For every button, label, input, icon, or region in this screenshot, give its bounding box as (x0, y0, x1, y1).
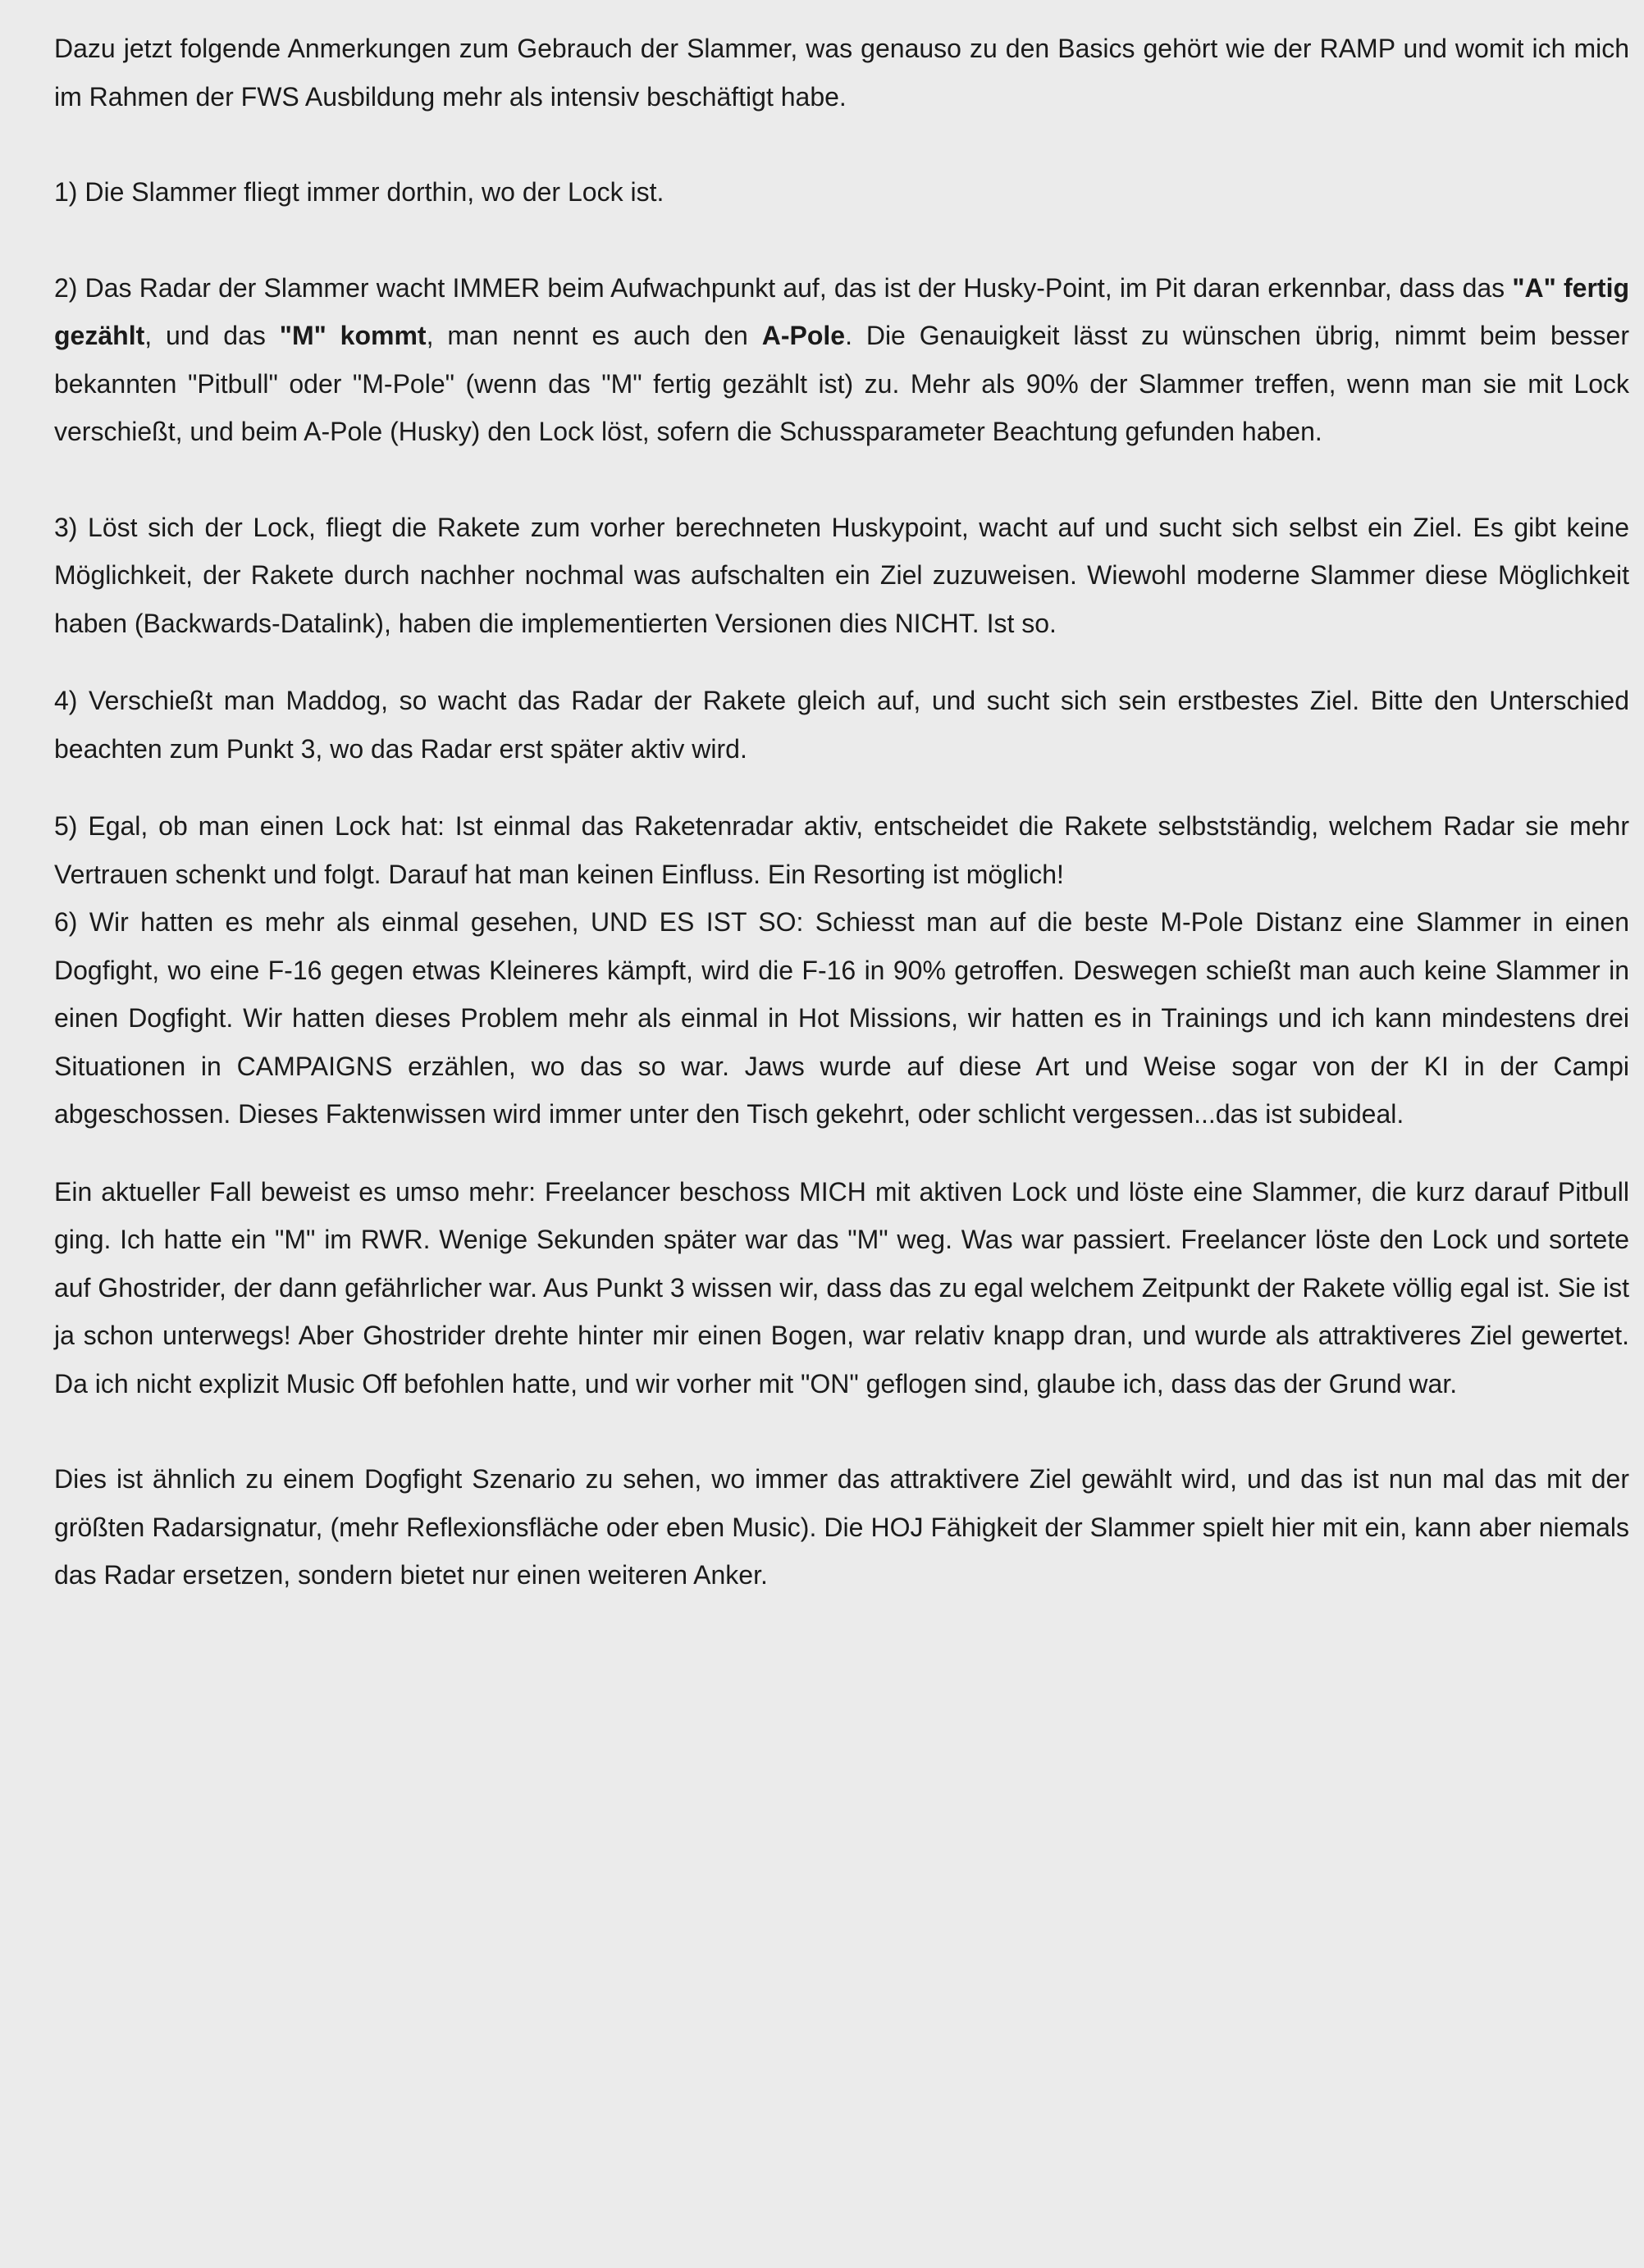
point-2-text-d: , man nennt es auch den (426, 321, 762, 350)
point-2-bold-a: "A" fertig gezählt (54, 272, 1629, 350)
case-paragraph: Ein aktueller Fall beweist es umso mehr: Freelancer beschoss MICH mit aktiven Lock und löste eine Slammer, die kurz darauf Pitbull ging. Ich hatte ein "M" im RWR. Wenige Sekunden später war das "M" weg. Was war passiert. Freelancer löste den Lock und sortete auf Ghostrider, der dann gefährlicher war. Aus Punkt 3 wissen wir, dass das zu egal welchem Zeitpunkt der Rakete völlig egal ist. Sie ist ja schon unterwegs! Aber Ghostrider drehte hinter mir einen Bogen, war relativ knapp dran, und wurde als attraktiveres Ziel gewertet. Da ich nicht explizit Music Off befohlen hatte, und wir vorher mit "ON" geflogen sind, glaube ich, dass das der Grund war. (54, 1176, 1629, 1399)
point-2-text-c: , und das (144, 321, 280, 350)
point-2-bold-apole: A-Pole (761, 321, 846, 350)
point-5-paragraph: 5) Egal, ob man einen Lock hat: Ist einmal das Raketenradar aktiv, entscheidet die Rakete selbstständig, welchem Radar sie mehr Vertrauen schenkt und folgt. Darauf hat man keinen Einfluss. Ein Resorting ist möglich! (54, 811, 1629, 889)
document-body (54, 25, 1629, 1599)
conclusion-paragraph: Dies ist ähnlich zu einem Dogfight Szenario zu sehen, wo immer das attraktivere Ziel gewählt wird, und das ist nun mal das mit der größten Radarsignatur, (mehr Reflexionsfläche oder eben Music). Die HOJ Fähigkeit der Slammer spielt hier mit ein, kann aber niemals das Radar ersetzen, sondern bietet nur einen weiteren Anker. (54, 1464, 1629, 1590)
point-2-text-a: 2) Das Radar der Slammer wacht IMMER beim Aufwachpunkt auf, das ist der Husky-Point, im Pit daran erkennbar, dass das (54, 272, 1513, 303)
point-4-paragraph: 4) Verschießt man Maddog, so wacht das Radar der Rakete gleich auf, und sucht sich sein erstbestes Ziel. Bitte den Unterschied beachten zum Punkt 3, wo das Radar erst später aktiv wird. (54, 686, 1629, 764)
point-6-paragraph: 6) Wir hatten es mehr als einmal gesehen, UND ES IST SO: Schiesst man auf die beste M-Pole Distanz eine Slammer in einen Dogfight, wo eine F-16 gegen etwas Kleineres kämpft, wird die F-16 in 90% getroffen. Deswegen schießt man auch keine Slammer in einen Dogfight. Wir hatten dieses Problem mehr als einmal in Hot Missions, wir hatten es in Trainings und ich kann mindestens drei Situationen in CAMPAIGNS erzählen, wo das so war. Jaws wurde auf diese Art und Weise sogar von der KI in der Campi abgeschossen. Dieses Faktenwissen wird immer unter den Tisch gekehrt, oder schlicht vergessen...das ist subideal. (54, 907, 1629, 1129)
point-3-paragraph: 3) Löst sich der Lock, fliegt die Rakete zum vorher berechneten Huskypoint, wacht auf und sucht sich selbst ein Ziel. Es gibt keine Möglichkeit, der Rakete durch nachher nochmal was aufschalten ein Ziel zuzuweisen. Wiewohl moderne Slammer diese Möglichkeit haben (Backwards-Datalink), haben die implementierten Versionen dies NICHT. Ist so. (54, 512, 1629, 638)
point-2-paragraph (54, 264, 1629, 456)
point-1-paragraph: 1) Die Slammer fliegt immer dorthin, wo der Lock ist. (54, 177, 664, 207)
point-2-text-e: . Die Genauigkeit lässt zu wünschen übrig, nimmt beim besser bekannten "Pitbull" oder "M-Pole" (wenn das "M" fertig gezählt ist) zu. Mehr als 90% der Slammer treffen, wenn man sie mit Lock verschießt, und beim A-Pole (Husky) den Lock löst, sofern die Schussparameter Beachtung gefunden haben. (54, 321, 1630, 446)
point-2-bold-m: "M" kommt (279, 321, 427, 350)
intro-paragraph: Dazu jetzt folgende Anmerkungen zum Gebrauch der Slammer, was genauso zu den Basics gehört wie der RAMP und womit ich mich im Rahmen der FWS Ausbildung mehr als intensiv beschäftigt habe. (54, 34, 1629, 112)
